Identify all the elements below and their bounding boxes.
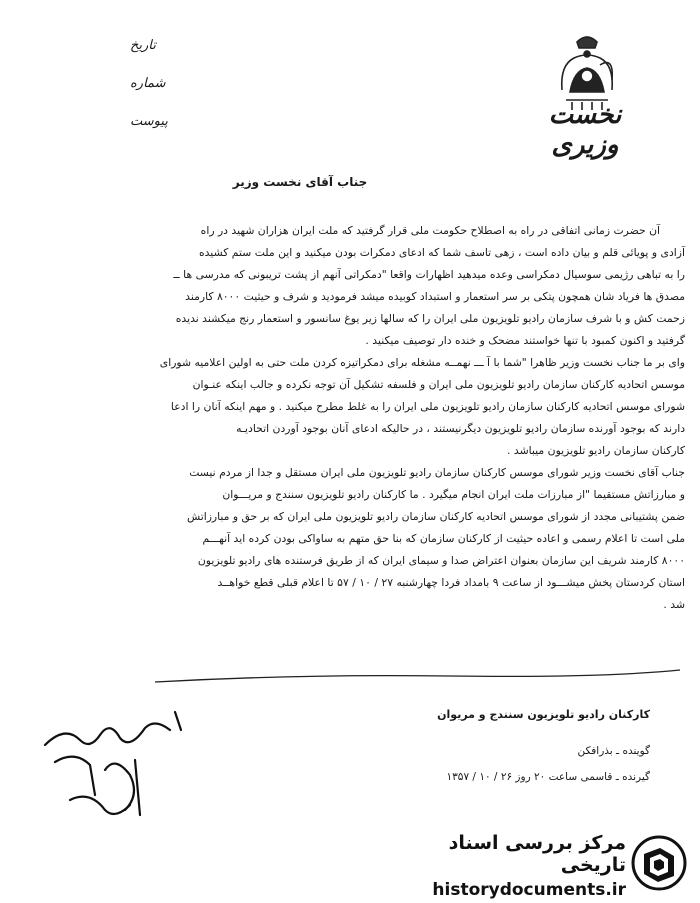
body-line: شد . (663, 598, 685, 611)
body-line: زحمت کش و با شرف سازمان رادیو تلویزیون ملی ایران را که سالها زیر یوغ سانسور و استعمار رنج میکشند ندیده (175, 312, 685, 325)
body-line: آن حضرت زمانی اتفاقی در راه به اصطلاح حکومت ملی قرار گرفتید که ملت ایران هزاران شهید در راه (200, 224, 660, 237)
watermark-text (396, 832, 626, 900)
meta-fields (130, 34, 200, 148)
body-line: استان کردستان پخش میشـــود از ساعت ۹ بامداد فردا چهارشنبه ۲۷ / ۱۰ / ۵۷ تا اعلام قبلی قطع خواهــد (217, 576, 685, 589)
body-line: آزادی و پویائی قلم و بیان داده است ، زهی تاسف شما که ادعای دمکرات بودن میکنید و این ملت ستم کشیده (198, 246, 685, 259)
body-line: و مبارزاتش مستقیما "از مبارزات ملت ایران انجام میگیرد . ما کارکنان رادیو تلویزیون سنندج و مریـــوان (222, 488, 685, 501)
body-line: جناب آقای نخست وزیر شورای موسس کارکنان سازمان رادیو تلویزیون ملی ایران مستقل و جدا از مردم نیست (189, 466, 685, 479)
body-line: ضمن پشتیبانی مجدد از شورای موسس اتحادیه کارکنان سازمان رادیو تلویزیون ملی ایران که بر حق و مبارزاتش (186, 510, 685, 523)
speaker-line: گوینده ـ بذرافکن (577, 745, 650, 757)
watermark (398, 832, 688, 900)
meta-number-label: شماره (130, 76, 166, 91)
body-line: ۸۰۰۰ کارمند شریف این سازمان بعنوان اعتراض صدا و سیمای ایران که از طریق فرستنده های رادیو تلویزیون (197, 554, 685, 567)
sender-info (330, 738, 650, 790)
meta-attachment-label: پیوست (130, 114, 168, 129)
signer: کارکنان رادیو تلویزیون سنندج و مریوان (437, 708, 650, 721)
salutation: جناب آقای نخست وزیر (232, 175, 368, 189)
body-line: را به تباهی رژیمی سوسیال دمکراسی وعده میدهید اظهارات واقعا "دمکراتی آنهم از پشت تریبونی که مدرسی ها ــ (173, 268, 685, 281)
org-title: نخست وزیری (548, 100, 622, 160)
body-line: شورای موسس اتحادیه کارکنان سازمان رادیو تلویزیون ملی ایران را به غلط مطرح میکنید . و مهم اینکه آنان را ادعا (170, 400, 685, 413)
body-line: ملی است تا اعلام رسمی و اعاده حیثیت از کارکنان سازمان که بنا حق متهم به ساواکی بودن کرده اید آنهـــم (202, 532, 685, 545)
watermark-url: historydocuments.ir (432, 880, 626, 900)
body-line: دارند که بوجود آورنده سازمان رادیو تلویزیون دیگرنیستند ، در حالیکه ادعای آنان بوجود آوردن اتحادیـه (236, 422, 685, 435)
handwritten-note (35, 700, 205, 825)
archive-logo-icon (630, 834, 688, 892)
body-line: گرفتید و اکنون کمبود با تنها خواستند مضحک و خنده دار توصیف میکنید . (365, 334, 685, 347)
body-line: موسس اتحادیه کارکنان سازمان رادیو تلویزیون ملی ایران و فلسفه تشکیل آن توجه نکرده و جالب اینکه عنـوان (192, 378, 685, 391)
letter-body (125, 220, 685, 616)
meta-date-label: تاریخ (130, 38, 156, 53)
body-line: مصدق ها فریاد شان همچون پتکی بر سر استعمار و استبداد کوبیده میشد فرمودید و شرف و حیثیت ۸۰۰۰ کارمند (185, 290, 685, 303)
closing-pen-stroke (150, 660, 685, 690)
body-line: وای بر ما جناب نخست وزیر ظاهرا "شما با آ ـــ نهمــه مشغله برای دمکراتیزه کردن ملت حتی به اولین اعلامیه شورای (159, 356, 685, 369)
receiver-line: گیرنده ـ قاسمی ساعت ۲۰ روز ۲۶ / ۱۰ / ۱۳۵۷ (446, 771, 650, 783)
body-line: کارکنان سازمان رادیو تلویزیون میباشد . (507, 444, 685, 457)
watermark-title: مرکز بررسی اسناد تاریخی (448, 832, 626, 876)
